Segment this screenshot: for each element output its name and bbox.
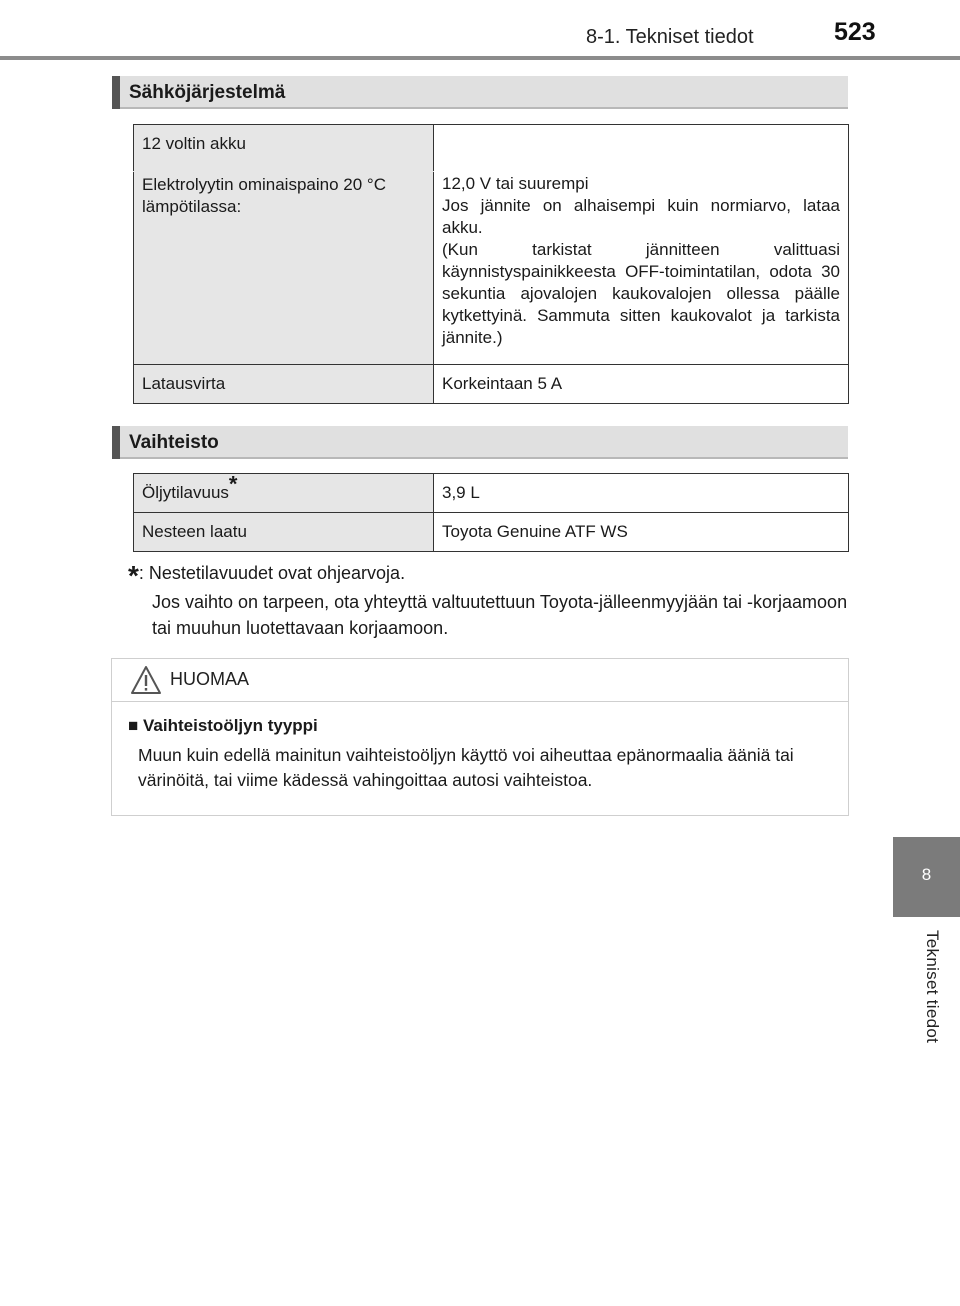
capacity-footnote-mark: * bbox=[228, 471, 238, 497]
battery-label: 12 voltin akku bbox=[134, 125, 434, 172]
square-bullet-icon: ■ bbox=[128, 716, 139, 735]
footnote-first-line: : Nestetilavuudet ovat ohjearvoja. bbox=[138, 563, 406, 583]
electrical-section-heading bbox=[112, 76, 848, 109]
notice-body: Muun kuin edellä mainitun vaihteistoöljyn käyttö voi aiheuttaa epänormaalia ääniä tai värinöitä, tai viime kädessä vahingoittaa autosi vaihteistoa. bbox=[138, 745, 794, 790]
gravity-value-line: (Kun tarkistat jännitteen valittuasi käynnistyspainikkeesta OFF-toimintatilan, odota 30 sekuntia ajovalojen kaukovalojen ollessa päälle kytkettyinä. Sammuta sitten kaukovalot ja tarkista jännite.) bbox=[442, 240, 840, 347]
section-title: 8-1. Tekniset tiedot bbox=[586, 26, 754, 48]
transmission-section-heading bbox=[112, 426, 848, 459]
page-number: 523 bbox=[834, 18, 876, 46]
transmission-heading-text: Vaihteisto bbox=[129, 432, 219, 453]
charge-label: Latausvirta bbox=[134, 365, 434, 404]
gravity-value-line: 12,0 V tai suurempi bbox=[442, 174, 589, 193]
footnote-mark: * bbox=[128, 560, 139, 591]
capacity-value: 3,9 L bbox=[434, 474, 849, 513]
chapter-number: 8 bbox=[921, 865, 932, 884]
footnote-detail: Jos vaihto on tarpeen, ota yhteyttä valtuutettuun Toyota-jälleenmyyjään tai -korjaamoon tai muuhun luotettavaan korjaamoon. bbox=[152, 592, 848, 638]
notice-subheading bbox=[128, 716, 318, 736]
chapter-tab bbox=[893, 837, 960, 917]
table-row bbox=[134, 513, 849, 552]
heading-bar bbox=[112, 426, 120, 459]
electrical-heading-text: Sähköjärjestelmä bbox=[129, 82, 286, 103]
table-row bbox=[134, 125, 849, 172]
footnote bbox=[128, 560, 853, 641]
gravity-value-line: Jos jännite on alhaisempi kuin normiarvo, lataa akku. bbox=[442, 196, 840, 237]
gravity-value bbox=[434, 125, 849, 365]
notice-title-row bbox=[112, 659, 848, 702]
warning-triangle-icon bbox=[130, 665, 162, 700]
capacity-label-text: Öljytilavuus bbox=[142, 483, 229, 502]
transmission-spec-table bbox=[133, 473, 849, 552]
notice-box bbox=[111, 658, 849, 816]
fluid-value: Toyota Genuine ATF WS bbox=[434, 513, 849, 552]
charge-value: Korkeintaan 5 A bbox=[434, 365, 849, 404]
header-divider bbox=[0, 56, 960, 60]
table-row bbox=[134, 474, 849, 513]
notice-title: HUOMAA bbox=[170, 669, 250, 689]
gravity-label: Elektrolyytin ominaispaino 20 °C lämpötilassa: bbox=[134, 172, 434, 365]
electrical-spec-table bbox=[133, 124, 849, 404]
notice-subheading-text: Vaihteistoöljyn tyyppi bbox=[143, 716, 318, 735]
chapter-label: Tekniset tiedot bbox=[923, 930, 942, 1044]
capacity-label bbox=[134, 471, 434, 513]
footnote-line bbox=[128, 560, 853, 589]
fluid-label: Nesteen laatu bbox=[134, 513, 434, 552]
heading-bar bbox=[112, 76, 120, 109]
table-row bbox=[134, 365, 849, 404]
